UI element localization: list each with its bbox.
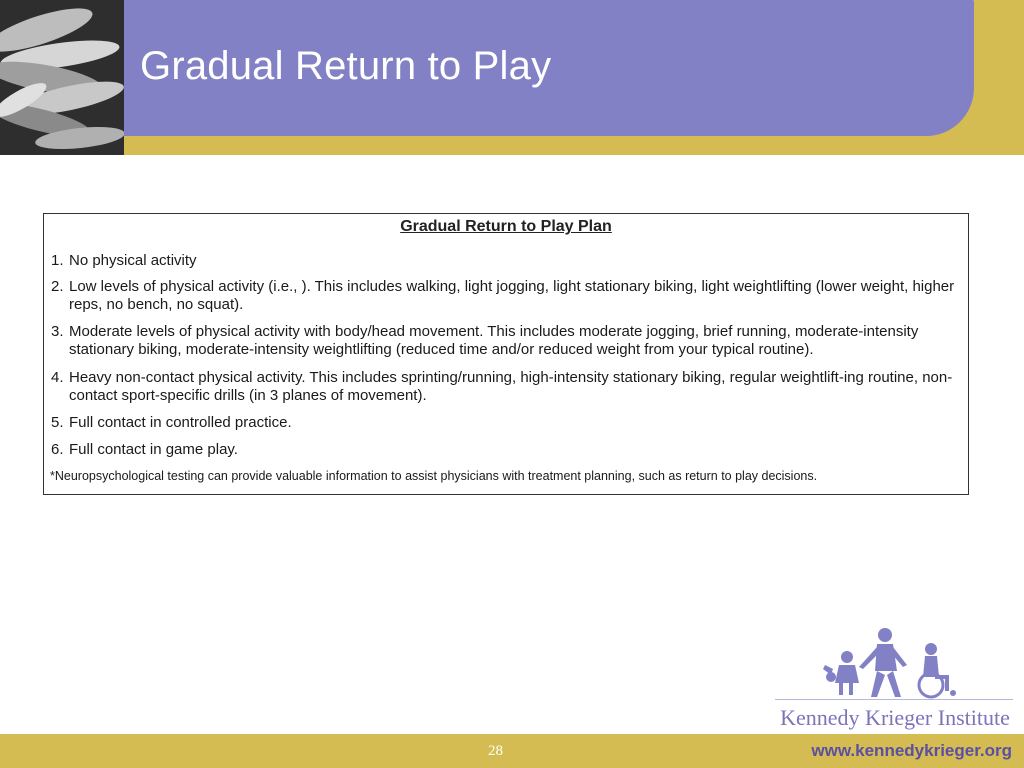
logo-wordmark: Kennedy Krieger Institute (780, 705, 1010, 730)
step-text: Full contact in game play. (69, 441, 238, 458)
plan-heading: Gradual Return to Play Plan (400, 218, 612, 235)
step-number: 1. (51, 252, 64, 269)
logo-divider (775, 699, 1013, 700)
step-text: No physical activity (69, 252, 197, 269)
step-number: 5. (51, 414, 64, 431)
step-text: Low levels of physical activity (i.e., ). This includes walking, light jogging, light stationary biking, light weightlifting (lower weight, higher reps, no bench, no squat). (69, 278, 955, 313)
step-number: 2. (51, 278, 64, 295)
kennedy-krieger-logo (775, 625, 1015, 730)
plan-footnote: *Neuropsychological testing can provide valuable information to assist physicians with treatment planning, such as return to play decisions. (50, 469, 818, 483)
slide-title: Gradual Return to Play (140, 44, 552, 88)
step-number: 3. (51, 323, 64, 340)
step-number: 6. (51, 441, 64, 458)
page-number: 28 (488, 743, 503, 759)
website-link[interactable]: www.kennedykrieger.org (811, 741, 1012, 760)
step-text: Heavy non-contact physical activity. This includes sprinting/running, high-intensity stationary biking, regular weightlift-ing routine, non-contact sport-specific drills (in 3 planes of movement). (69, 369, 953, 404)
step-number: 4. (51, 369, 64, 386)
hands-photo (0, 0, 124, 155)
family-figures-icon (775, 625, 1015, 700)
step-text: Moderate levels of physical activity with body/head movement. This includes moderate jogging, brief running, moderate-intensity stationary biking, moderate-intensity weightlifting (reduced time and/or reduced weight from your typical routine). (69, 323, 919, 358)
return-to-play-plan (43, 213, 969, 495)
step-text: Full contact in controlled practice. (69, 414, 292, 431)
